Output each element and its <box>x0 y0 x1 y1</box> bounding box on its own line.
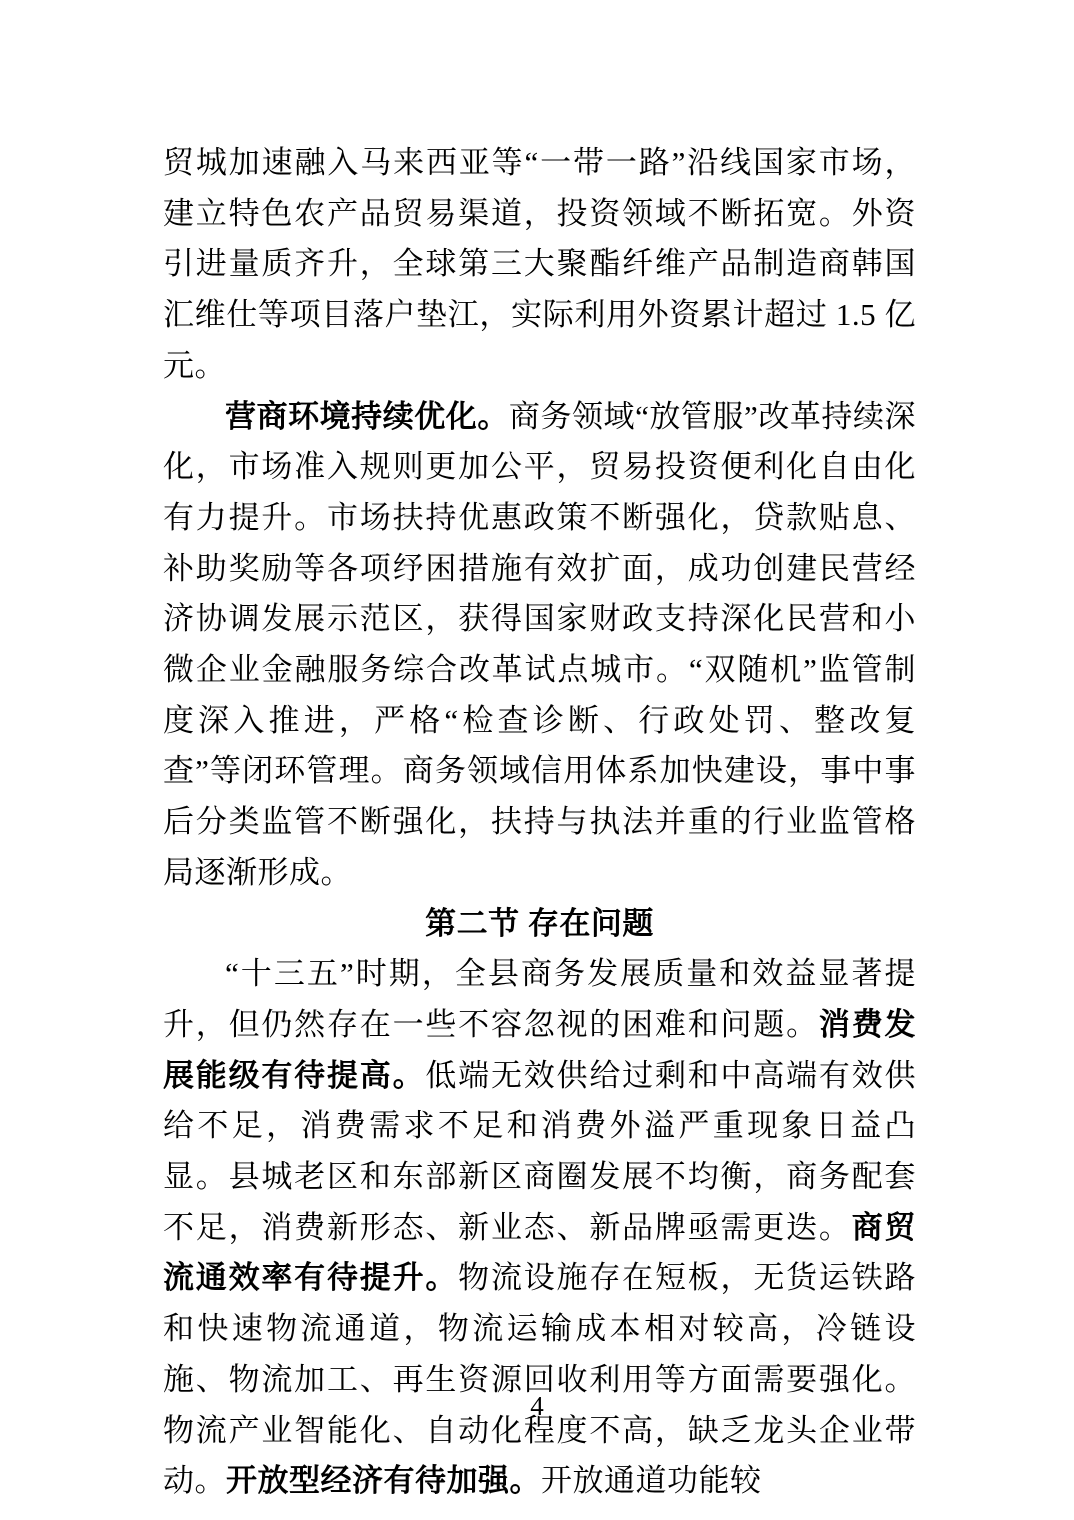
paragraph-text: 商务领域“放管服”改革持续深化，市场准入规则更加公平，贸易投资便利化自由化有力提升。市场扶持优惠政策不断强化，贷款贴息、补助奖励等各项纾困措施有效扩面，成功创建民营经济协调发展示范区，获得国家财政支持深化民营和小微企业金融服务综合改革试点城市。“双随机”监管制度深入推进，严格“检查诊断、行政处罚、整改复查”等闭环管理。商务领域信用体系加快建设，事中事后分类监管不断强化，扶持与执法并重的行业监管格局逐渐形成。 <box>163 398 916 890</box>
paragraph-problems <box>163 949 916 1507</box>
page-number: 4 <box>530 1391 544 1421</box>
paragraph-text: 低端无效供给过剩和中高端有效供给不足，消费需求不足和消费外溢严重现象日益凸显。县城老区和东部新区商圈发展不均衡，商务配套不足，消费新形态、新业态、新品牌亟需更迭。 <box>163 1057 917 1245</box>
bold-phrase-open-economy: 开放型经济有待加强。 <box>226 1463 541 1499</box>
bold-phrase-consumption: 消费发展能级有待提高。 <box>163 1006 917 1093</box>
paragraph-lead-bold: 营商环境持续优化。 <box>225 398 509 434</box>
paragraph-business-environment <box>163 392 916 899</box>
bold-phrase-logistics: 商贸流通效率有待提升。 <box>163 1209 916 1296</box>
paragraph-foreign-trade <box>163 138 916 392</box>
paragraph-text: 开放通道功能较 <box>541 1463 762 1499</box>
paragraph-text: 贸城加速融入马来西亚等“一带一路”沿线国家市场，建立特色农产品贸易渠道，投资领域不断拓宽。外资引进量质齐升，全球第三大聚酯纤维产品制造商韩国汇维仕等项目落户垫江，实际利用外资累计超过 1.5 亿元。 <box>163 145 916 383</box>
document-content <box>163 138 916 1507</box>
section-heading: 第二节 存在问题 <box>425 905 654 941</box>
paragraph-text: 物流设施存在短板，无货运铁路和快速物流通道，物流运输成本相对较高，冷链设施、物流加工、再生资源回收利用等方面需要强化。物流产业智能化、自动化程度不高，缺乏龙头企业带动。 <box>163 1260 917 1499</box>
paragraph-text: “十三五”时期，全县商务发展质量和效益显著提升，但仍然存在一些不容忽视的困难和问题。 <box>163 956 916 1042</box>
